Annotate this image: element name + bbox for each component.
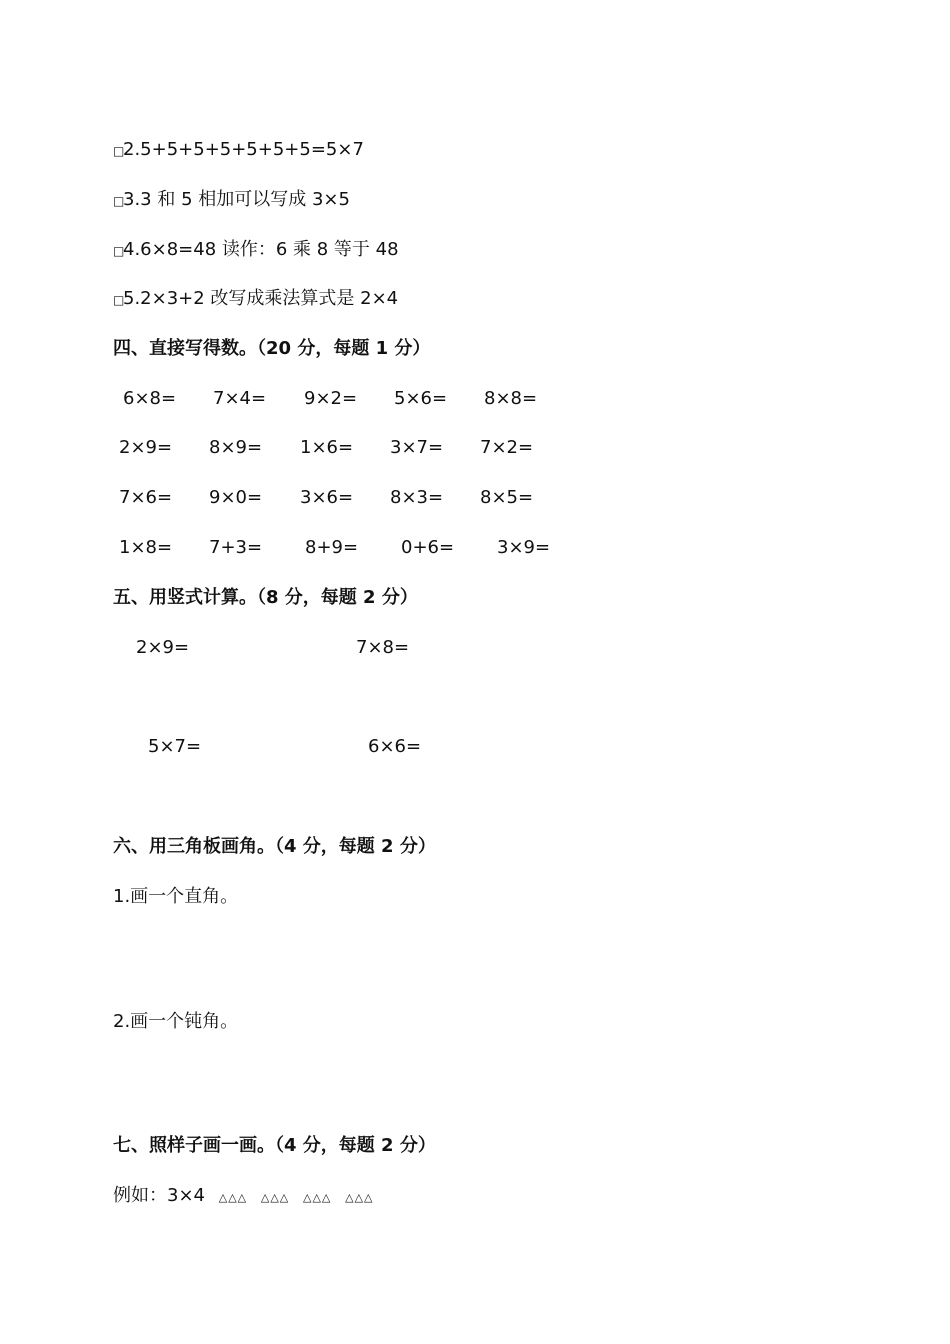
judgement-item-5: [113, 287, 398, 312]
judgement-text: 2.5+5+5+5+5+5+5=5×7: [123, 139, 364, 160]
judgement-text: 5.2×3+2 改写成乘法算式是 2×4: [123, 288, 399, 309]
judgement-item-3: [113, 188, 350, 213]
oral-problem: 2×9=: [119, 437, 173, 458]
oral-problem: 7×2=: [480, 437, 534, 458]
judgement-item-2: [113, 138, 364, 163]
oral-problem: 3×9=: [497, 537, 551, 558]
draw-angle-item: 1.画一个直角。: [113, 886, 239, 907]
oral-problem: 6×8=: [123, 388, 177, 409]
checkbox-icon[interactable]: □: [113, 194, 125, 208]
section-5-title: 五、用竖式计算。（8 分，每题 2 分）: [113, 587, 418, 608]
triangle-group-icon: △△△: [260, 1191, 290, 1204]
triangle-group-icon: △△△: [218, 1191, 248, 1204]
oral-problem: 7×6=: [119, 487, 173, 508]
oral-problem: 3×7=: [390, 437, 444, 458]
oral-problem: 3×6=: [300, 487, 354, 508]
example-label: 例如：3×4: [113, 1185, 205, 1206]
section-4-title: 四、直接写得数。（20 分，每题 1 分）: [113, 338, 431, 359]
oral-problem: 8×5=: [480, 487, 534, 508]
example-row: [113, 1184, 374, 1210]
section-6-title: 六、用三角板画角。（4 分，每题 2 分）: [113, 836, 436, 857]
checkbox-icon[interactable]: □: [113, 244, 125, 258]
oral-problem: 7×4=: [213, 388, 267, 409]
vertical-problem: 2×9=: [136, 637, 190, 658]
checkbox-icon[interactable]: □: [113, 144, 125, 158]
vertical-problem: 7×8=: [356, 637, 410, 658]
oral-problem: 0+6=: [401, 537, 455, 558]
oral-problem: 5×6=: [394, 388, 448, 409]
triangle-group-icon: △△△: [302, 1191, 332, 1204]
oral-problem: 7+3=: [209, 537, 263, 558]
checkbox-icon[interactable]: □: [113, 293, 125, 307]
oral-problem: 9×0=: [209, 487, 263, 508]
oral-problem: 1×8=: [119, 537, 173, 558]
oral-problem: 8×3=: [390, 487, 444, 508]
judgement-text: 4.6×8=48 读作：6 乘 8 等于 48: [123, 239, 399, 260]
oral-problem: 8×9=: [209, 437, 263, 458]
triangle-group-icon: △△△: [345, 1191, 374, 1204]
judgement-text: 3.3 和 5 相加可以写成 3×5: [123, 189, 350, 210]
oral-problem: 1×6=: [300, 437, 354, 458]
draw-angle-item: 2.画一个钝角。: [113, 1011, 239, 1032]
oral-problem: 8+9=: [305, 537, 359, 558]
judgement-item-4: [113, 238, 399, 263]
oral-problem: 8×8=: [484, 388, 538, 409]
section-7-title: 七、照样子画一画。（4 分，每题 2 分）: [113, 1135, 436, 1156]
oral-problem: 9×2=: [304, 388, 358, 409]
vertical-problem: 5×7=: [148, 736, 202, 757]
vertical-problem: 6×6=: [368, 736, 422, 757]
